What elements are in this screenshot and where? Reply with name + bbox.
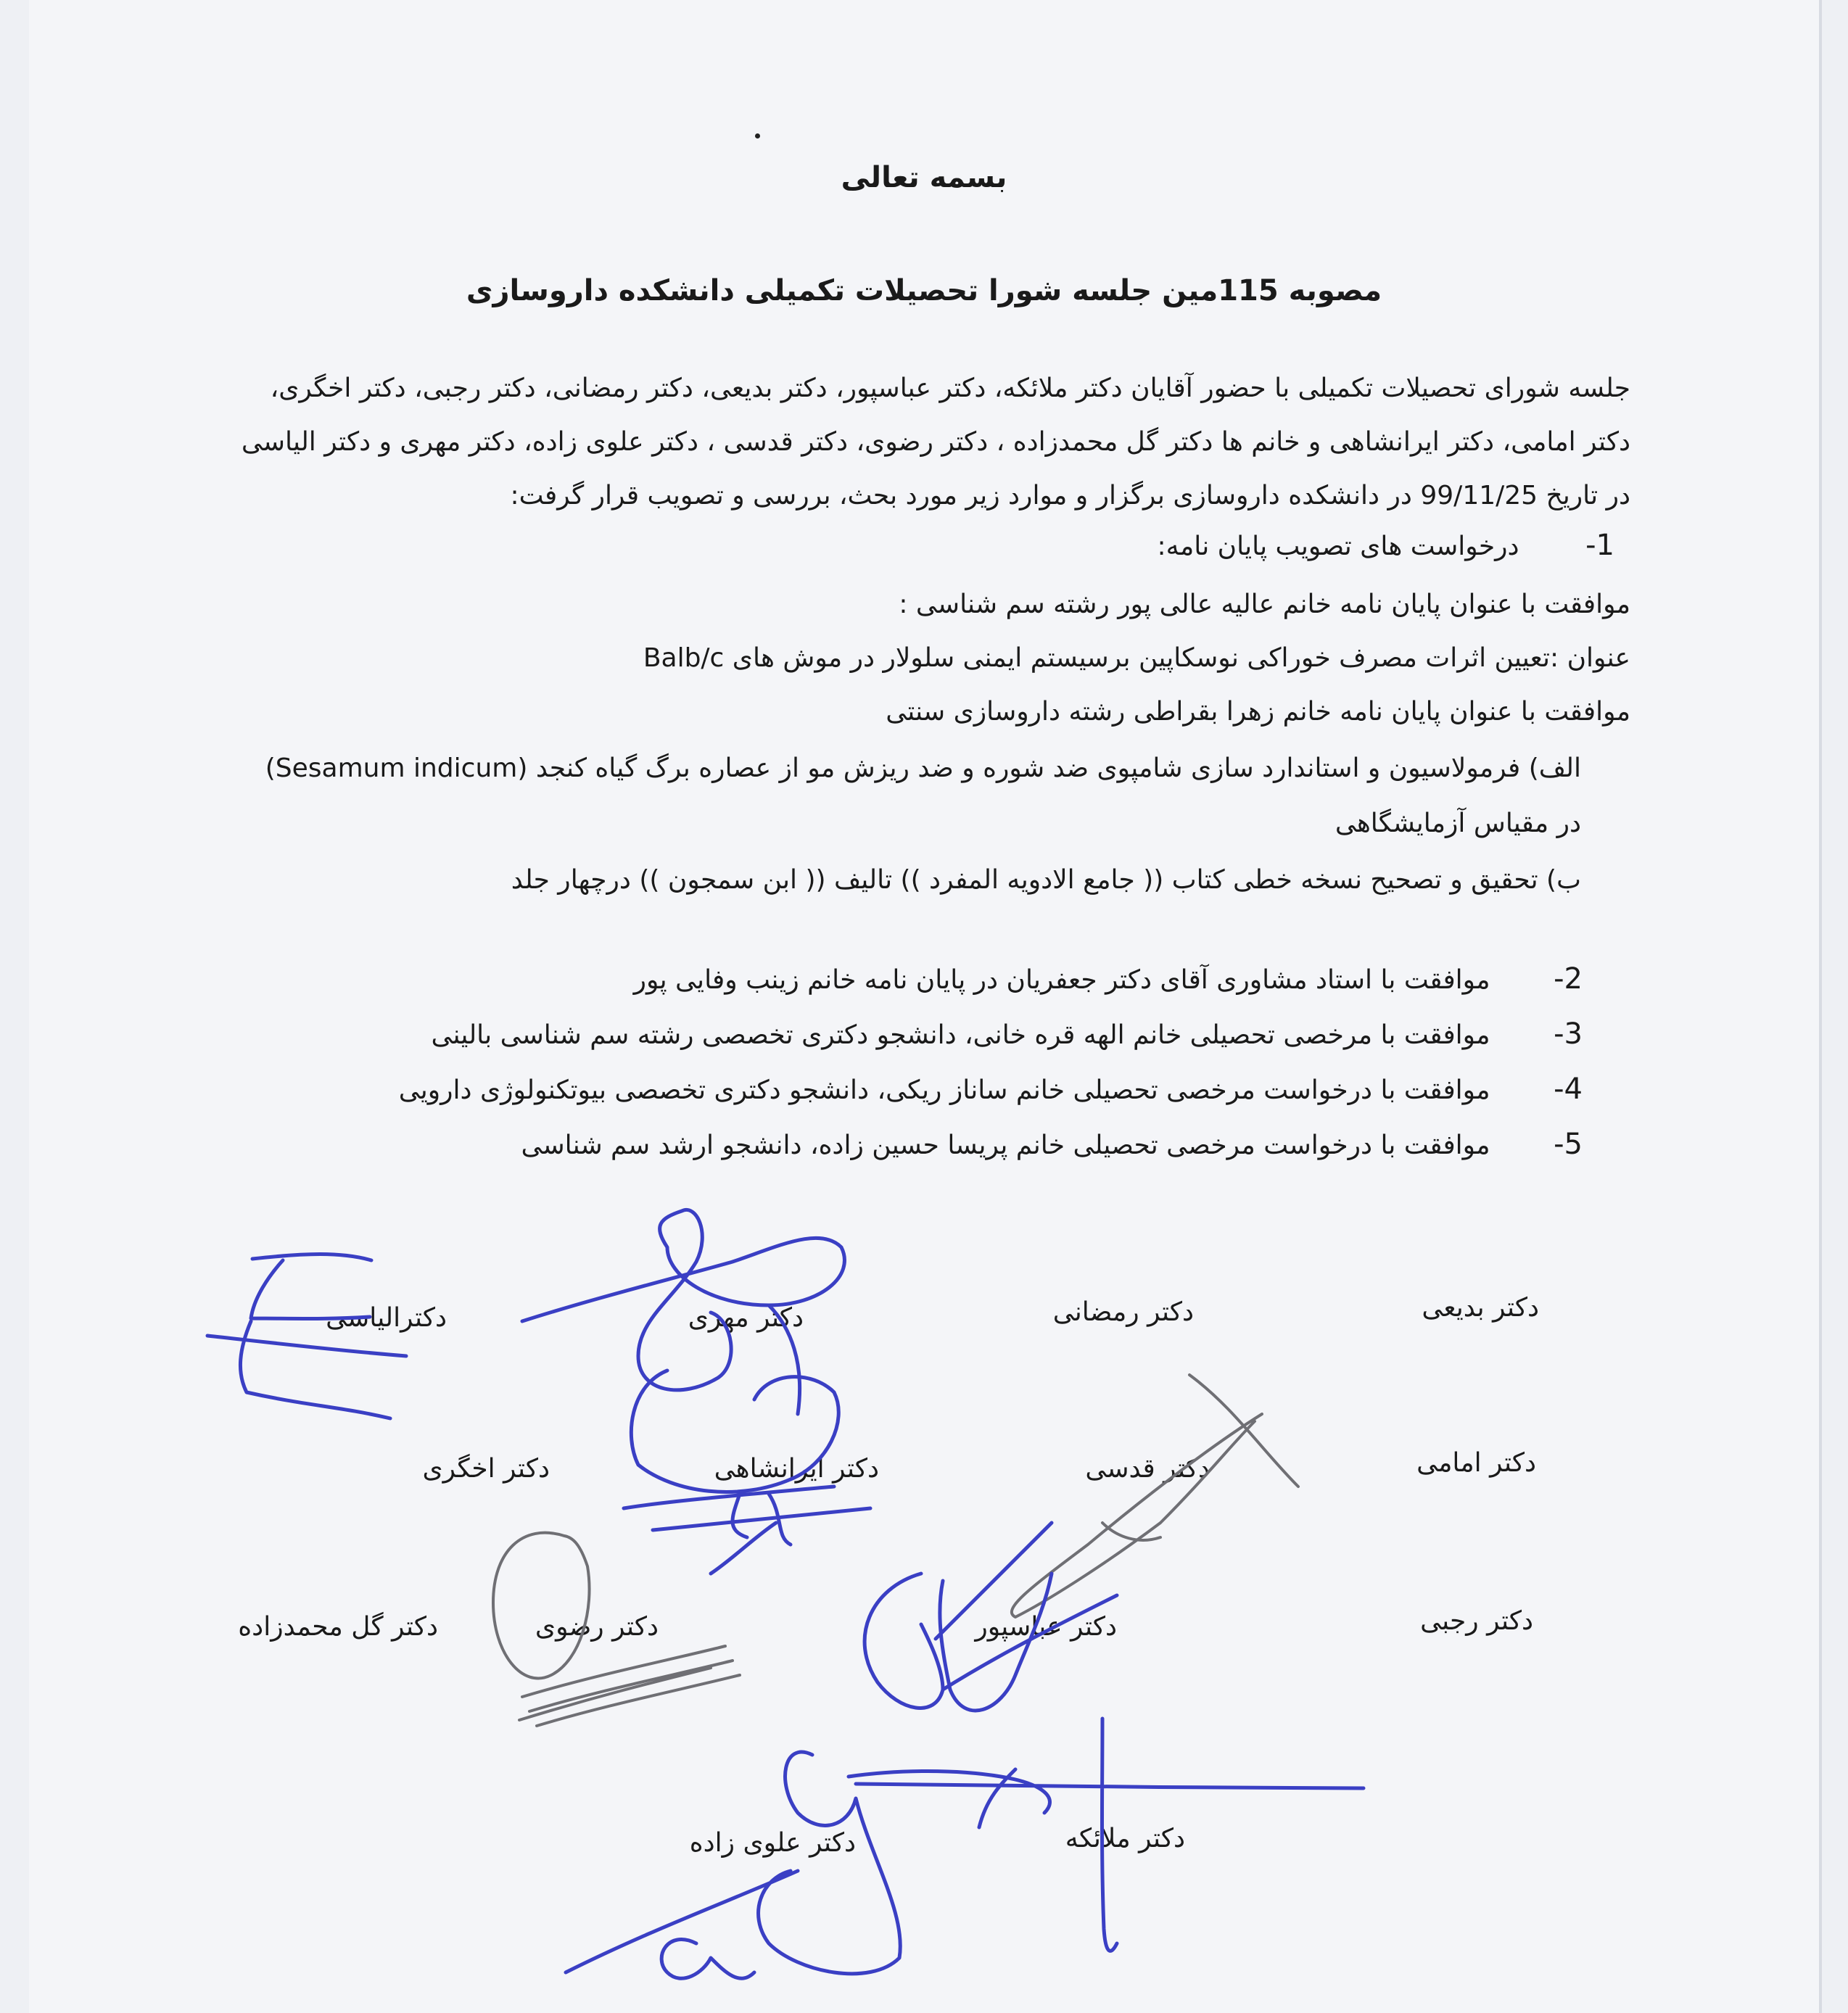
item-text: موافقت با استاد مشاوری آقای دکتر جعفریان در پایان نامه خانم زینب وفایی پور bbox=[633, 965, 1490, 995]
document-heading: بسمه تعالی bbox=[841, 161, 1007, 194]
item-number: -2 bbox=[1554, 962, 1583, 996]
signatory-name: دکتر ایرانشاهی bbox=[714, 1454, 879, 1484]
signatory-name: دکتر ملائکه bbox=[1065, 1824, 1185, 1853]
item-text: موافقت با درخواست مرخصی تحصیلی خانم پریسا حسین زاده، دانشجو ارشد سم شناسی bbox=[521, 1130, 1490, 1160]
intro-line: دکتر امامی، دکتر ایرانشاهی و خانم ها دکتر گل محمدزاده ، دکتر رضوی، دکتر قدسی ، دکتر علوی زاده، دکتر مهری و دکتر الیاسی bbox=[241, 427, 1630, 457]
intro-line: در تاریخ 99/11/25 در دانشکده داروسازی برگزار و موارد زیر مورد بحث، بررسی و تصویب قرار گرفت: bbox=[510, 481, 1630, 511]
item-5 bbox=[521, 1127, 1583, 1163]
intro-line: جلسه شورای تحصیلات تکمیلی با حضور آقایان دکتر ملائکه، دکتر عباسپور، دکتر بدیعی، دکتر رمضانی، دکتر رجبی، دکتر اخگری، bbox=[270, 373, 1630, 403]
item-1-heading bbox=[1158, 528, 1614, 564]
item-1-line: عنوان :تعیین اثرات مصرف خوراکی نوسکاپین برسیستم ایمنی سلولار در موش های Balb/c bbox=[643, 643, 1630, 673]
item-1-line: موافقت با عنوان پایان نامه خانم زهرا بقراطی رشته داروسازی سنتی bbox=[886, 697, 1630, 727]
item-number: -3 bbox=[1554, 1017, 1583, 1051]
signatory-name: دکتر اخگری bbox=[422, 1454, 550, 1484]
signatory-name: دکتر امامی bbox=[1416, 1448, 1536, 1478]
signatory-name: دکتر قدسی bbox=[1085, 1454, 1210, 1484]
signatory-name: دکتر رمضانی bbox=[1052, 1297, 1194, 1327]
signatory-name: دکتر عباسپور bbox=[975, 1612, 1117, 1642]
item-number: -4 bbox=[1554, 1072, 1583, 1106]
document-subheading: مصوبه 115مین جلسه شورا تحصیلات تکمیلی دانشکده داروسازی bbox=[466, 274, 1382, 307]
item-number: -1 bbox=[1585, 529, 1614, 562]
item-1-line: الف) فرمولاسیون و استاندارد سازی شامپوی ضد شوره و ضد ریزش مو از عصاره برگ گیاه کنجد (Sesamum indicum) bbox=[265, 753, 1581, 783]
item-text: موافقت با درخواست مرخصی تحصیلی خانم ساناز ریکی، دانشجو دکتری تخصصی بیوتکنولوژی دارویی bbox=[398, 1075, 1490, 1105]
item-text: موافقت با مرخصی تحصیلی خانم الهه قره خانی، دانشجو دکتری تخصصی رشته سم شناسی بالینی bbox=[431, 1020, 1490, 1050]
item-2 bbox=[634, 962, 1583, 998]
item-4 bbox=[399, 1072, 1583, 1108]
item-1-line: در مقیاس آزمایشگاهی bbox=[1335, 809, 1581, 838]
signatory-name: دکتر رضوی bbox=[535, 1612, 659, 1642]
signatory-name: دکتر مهری bbox=[688, 1303, 804, 1333]
item-number: -5 bbox=[1554, 1128, 1583, 1161]
signatory-name: دکتر علوی زاده bbox=[689, 1828, 856, 1858]
item-title: درخواست های تصویب پایان نامه: bbox=[1157, 532, 1519, 561]
item-3 bbox=[431, 1017, 1583, 1053]
signatory-name: دکتر رجبی bbox=[1420, 1606, 1533, 1636]
signatory-name: دکتر گل محمدزاده bbox=[238, 1612, 438, 1642]
signatory-name: دکتر بدیعی bbox=[1422, 1293, 1539, 1323]
stray-dot bbox=[755, 133, 760, 139]
signatory-name: دکترالیاسی bbox=[326, 1303, 447, 1333]
item-1-line: ب) تحقیق و تصحیح نسخه خطی کتاب (( جامع الادویه المفرد )) تالیف (( ابن سمجون )) درچهار جلد bbox=[511, 865, 1581, 895]
item-1-line: موافقت با عنوان پایان نامه خانم عالیه عالی پور رشته سم شناسی : bbox=[899, 590, 1630, 619]
